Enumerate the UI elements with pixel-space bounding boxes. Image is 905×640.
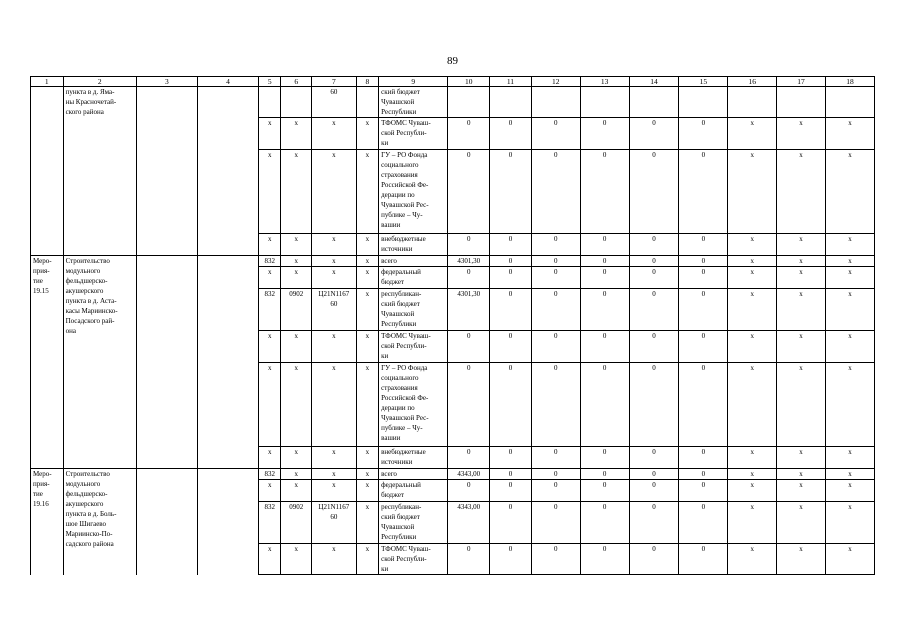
empty-cell <box>197 469 258 575</box>
value-cell: 0 <box>580 256 629 267</box>
value-cell: 0 <box>679 469 728 480</box>
code-cell: х <box>311 234 356 256</box>
empty-cell <box>136 87 197 256</box>
value-cell: 0 <box>448 234 490 256</box>
value-cell <box>777 87 826 118</box>
value-cell: 0 <box>531 544 580 575</box>
value-cell: х <box>777 502 826 544</box>
code-cell: х <box>356 480 378 502</box>
value-cell: 0 <box>629 234 679 256</box>
value-cell: 0 <box>531 480 580 502</box>
value-cell: 0 <box>448 447 490 469</box>
header-cell: 2 <box>63 77 136 87</box>
value-cell: х <box>728 234 777 256</box>
header-cell: 14 <box>629 77 679 87</box>
value-cell: 0 <box>679 331 728 363</box>
code-cell: 60 <box>311 87 356 118</box>
code-cell <box>356 87 378 118</box>
value-cell: 0 <box>490 502 532 544</box>
code-cell: 0902 <box>281 502 312 544</box>
header-cell: 5 <box>259 77 281 87</box>
code-cell: х <box>259 267 281 289</box>
value-cell: 0 <box>580 267 629 289</box>
code-cell: х <box>356 289 378 331</box>
source-cell: ГУ – РО Фонда социального страхования Российской Фе- дерации по Чувашской Рес- публике – Чу- вашии <box>379 150 448 234</box>
value-cell: х <box>728 256 777 267</box>
value-cell: 0 <box>580 544 629 575</box>
page-number: 89 <box>447 55 458 67</box>
value-cell: х <box>777 363 826 447</box>
code-cell: х <box>281 118 312 150</box>
code-cell: х <box>311 469 356 480</box>
value-cell: 0 <box>679 234 728 256</box>
value-cell: 0 <box>679 289 728 331</box>
value-cell: 0 <box>629 363 679 447</box>
code-cell: х <box>311 267 356 289</box>
value-cell: 0 <box>490 480 532 502</box>
header-cell: 8 <box>356 77 378 87</box>
header-cell: 10 <box>448 77 490 87</box>
code-cell: х <box>356 256 378 267</box>
event-cell <box>31 87 64 256</box>
value-cell: 0 <box>448 480 490 502</box>
code-cell: х <box>356 118 378 150</box>
value-cell: х <box>825 234 874 256</box>
value-cell: х <box>825 502 874 544</box>
table-row <box>31 256 875 267</box>
table-row <box>31 469 875 480</box>
value-cell: 0 <box>580 118 629 150</box>
source-cell: ТФОМС Чуваш- ской Республи- ки <box>379 118 448 150</box>
value-cell <box>728 87 777 118</box>
source-cell: республикан- ский бюджет Чувашской Республики <box>379 502 448 544</box>
code-cell: х <box>311 331 356 363</box>
name-cell: пункта в д. Яма- ны Красночетай- ского района <box>63 87 136 256</box>
value-cell: 0 <box>490 363 532 447</box>
code-cell: х <box>259 118 281 150</box>
code-cell: х <box>281 234 312 256</box>
value-cell: 0 <box>490 331 532 363</box>
value-cell: 0 <box>490 469 532 480</box>
value-cell: 0 <box>531 289 580 331</box>
value-cell: 0 <box>629 469 679 480</box>
value-cell: 0 <box>448 544 490 575</box>
source-cell: федеральный бюджет <box>379 267 448 289</box>
code-cell: х <box>311 544 356 575</box>
code-cell: 832 <box>259 502 281 544</box>
value-cell: 4343,00 <box>448 469 490 480</box>
code-cell: 832 <box>259 256 281 267</box>
value-cell: 0 <box>679 118 728 150</box>
code-cell: х <box>356 544 378 575</box>
header-cell: 12 <box>531 77 580 87</box>
value-cell: х <box>728 544 777 575</box>
code-cell: 832 <box>259 469 281 480</box>
table-row <box>31 87 875 118</box>
value-cell: 0 <box>490 289 532 331</box>
source-cell: всего <box>379 469 448 480</box>
source-cell: ТФОМС Чуваш- ской Республи- ки <box>379 544 448 575</box>
value-cell: 0 <box>629 480 679 502</box>
value-cell: 0 <box>531 118 580 150</box>
code-cell: х <box>259 331 281 363</box>
value-cell: 0 <box>531 267 580 289</box>
code-cell: х <box>281 267 312 289</box>
header-cell: 13 <box>580 77 629 87</box>
source-cell: всего <box>379 256 448 267</box>
code-cell: х <box>356 234 378 256</box>
code-cell: х <box>281 469 312 480</box>
value-cell: х <box>728 447 777 469</box>
value-cell: 0 <box>531 469 580 480</box>
code-cell: х <box>259 447 281 469</box>
value-cell: 0 <box>629 447 679 469</box>
value-cell: 4301,30 <box>448 256 490 267</box>
header-cell: 11 <box>490 77 532 87</box>
value-cell <box>679 87 728 118</box>
value-cell: х <box>825 469 874 480</box>
code-cell: х <box>311 363 356 447</box>
code-cell: х <box>356 267 378 289</box>
empty-cell <box>197 87 258 256</box>
value-cell: 0 <box>679 267 728 289</box>
value-cell: 0 <box>629 544 679 575</box>
value-cell: х <box>777 544 826 575</box>
code-cell: х <box>311 480 356 502</box>
event-cell: Меро- прия- тие 19.15 <box>31 256 64 469</box>
code-cell: х <box>281 447 312 469</box>
value-cell: 0 <box>531 502 580 544</box>
value-cell: 0 <box>629 267 679 289</box>
value-cell: х <box>825 447 874 469</box>
value-cell: 0 <box>531 150 580 234</box>
header-cell: 15 <box>679 77 728 87</box>
code-cell: х <box>311 118 356 150</box>
header-cell: 16 <box>728 77 777 87</box>
code-cell <box>281 87 312 118</box>
code-cell <box>259 87 281 118</box>
value-cell: х <box>728 480 777 502</box>
name-cell: Строительство модульного фельдшерско- акушерского пункта в д. Аста- касы Мариинско- Посадского рай- она <box>63 256 136 469</box>
code-cell: х <box>311 447 356 469</box>
value-cell: х <box>777 256 826 267</box>
code-cell: х <box>259 234 281 256</box>
value-cell: 0 <box>531 331 580 363</box>
code-cell: х <box>281 544 312 575</box>
value-cell: х <box>825 150 874 234</box>
value-cell: х <box>728 502 777 544</box>
value-cell: х <box>825 256 874 267</box>
header-cell: 9 <box>379 77 448 87</box>
value-cell: 4301,30 <box>448 289 490 331</box>
code-cell: х <box>281 256 312 267</box>
value-cell: 0 <box>580 502 629 544</box>
value-cell: 0 <box>580 331 629 363</box>
value-cell: х <box>728 150 777 234</box>
value-cell: 0 <box>580 363 629 447</box>
code-cell: х <box>259 363 281 447</box>
code-cell: х <box>281 331 312 363</box>
value-cell: х <box>825 331 874 363</box>
value-cell: 0 <box>490 267 532 289</box>
value-cell: 0 <box>448 150 490 234</box>
code-cell: х <box>281 363 312 447</box>
source-cell: ский бюджет Чувашской Республики <box>379 87 448 118</box>
value-cell: 0 <box>448 118 490 150</box>
value-cell: х <box>777 331 826 363</box>
value-cell: х <box>825 544 874 575</box>
value-cell: х <box>777 150 826 234</box>
value-cell: 0 <box>531 234 580 256</box>
value-cell: 0 <box>490 256 532 267</box>
value-cell: 0 <box>629 331 679 363</box>
value-cell: 0 <box>580 150 629 234</box>
code-cell: х <box>356 363 378 447</box>
value-cell: 0 <box>531 256 580 267</box>
value-cell: 0 <box>679 447 728 469</box>
value-cell <box>629 87 679 118</box>
header-cell: 18 <box>825 77 874 87</box>
value-cell: 0 <box>580 289 629 331</box>
value-cell: 0 <box>490 150 532 234</box>
value-cell: х <box>777 447 826 469</box>
header-cell: 17 <box>777 77 826 87</box>
value-cell: 0 <box>679 544 728 575</box>
value-cell: 0 <box>580 469 629 480</box>
value-cell: х <box>728 289 777 331</box>
value-cell: 0 <box>448 331 490 363</box>
value-cell: 0 <box>490 118 532 150</box>
value-cell: 0 <box>679 502 728 544</box>
value-cell <box>825 87 874 118</box>
value-cell: х <box>728 363 777 447</box>
value-cell: х <box>777 469 826 480</box>
value-cell <box>490 87 532 118</box>
value-cell: х <box>777 480 826 502</box>
source-cell: федеральный бюджет <box>379 480 448 502</box>
header-cell: 7 <box>311 77 356 87</box>
value-cell: х <box>728 267 777 289</box>
value-cell: 0 <box>448 267 490 289</box>
header-cell: 4 <box>197 77 258 87</box>
event-cell: Меро- прия- тие 19.16 <box>31 469 64 575</box>
code-cell: х <box>356 447 378 469</box>
source-cell: республикан- ский бюджет Чувашской Республики <box>379 289 448 331</box>
value-cell: 0 <box>580 447 629 469</box>
code-cell: 0902 <box>281 289 312 331</box>
source-cell: ГУ – РО Фонда социального страхования Российской Фе- дерации по Чувашской Рес- публике – Чу- вашии <box>379 363 448 447</box>
code-cell: х <box>259 480 281 502</box>
value-cell: 0 <box>531 363 580 447</box>
code-cell: х <box>356 469 378 480</box>
value-cell: 0 <box>629 502 679 544</box>
source-cell: внебюджетные источники <box>379 447 448 469</box>
value-cell: 0 <box>580 480 629 502</box>
code-cell: Ц21N1167 60 <box>311 502 356 544</box>
code-cell: 832 <box>259 289 281 331</box>
header-cell: 3 <box>136 77 197 87</box>
empty-cell <box>136 256 197 469</box>
code-cell: х <box>259 150 281 234</box>
source-cell: ТФОМС Чуваш- ской Республи- ки <box>379 331 448 363</box>
value-cell: 4343,00 <box>448 502 490 544</box>
value-cell: 0 <box>629 150 679 234</box>
code-cell: х <box>281 150 312 234</box>
value-cell: х <box>777 267 826 289</box>
source-cell: внебюджетные источники <box>379 234 448 256</box>
code-cell: х <box>259 544 281 575</box>
value-cell: х <box>825 289 874 331</box>
value-cell: 0 <box>679 363 728 447</box>
value-cell <box>531 87 580 118</box>
value-cell: 0 <box>629 118 679 150</box>
empty-cell <box>197 256 258 469</box>
value-cell: х <box>777 289 826 331</box>
value-cell: х <box>777 234 826 256</box>
value-cell: 0 <box>679 480 728 502</box>
value-cell: х <box>825 118 874 150</box>
value-cell: 0 <box>531 447 580 469</box>
empty-cell <box>136 469 197 575</box>
value-cell: 0 <box>490 234 532 256</box>
program-table <box>30 76 875 575</box>
code-cell: х <box>311 256 356 267</box>
header-cell: 1 <box>31 77 64 87</box>
value-cell: х <box>728 469 777 480</box>
code-cell: х <box>281 480 312 502</box>
value-cell: 0 <box>629 256 679 267</box>
value-cell: х <box>825 480 874 502</box>
header-cell: 6 <box>281 77 312 87</box>
value-cell: 0 <box>629 289 679 331</box>
value-cell: х <box>825 267 874 289</box>
value-cell <box>448 87 490 118</box>
code-cell: х <box>311 150 356 234</box>
value-cell: х <box>728 331 777 363</box>
code-cell: х <box>356 150 378 234</box>
code-cell: х <box>356 502 378 544</box>
value-cell: х <box>728 118 777 150</box>
value-cell: х <box>777 118 826 150</box>
value-cell <box>580 87 629 118</box>
value-cell: 0 <box>490 544 532 575</box>
value-cell: 0 <box>679 256 728 267</box>
header-row <box>31 77 875 87</box>
value-cell: 0 <box>490 447 532 469</box>
code-cell: Ц21N1167 60 <box>311 289 356 331</box>
name-cell: Строительство модульного фельдшерско- акушерского пункта в д. Боль- шое Шигаево Мариинско-По- садского района <box>63 469 136 575</box>
value-cell: 0 <box>580 234 629 256</box>
value-cell: 0 <box>448 363 490 447</box>
value-cell: х <box>825 363 874 447</box>
code-cell: х <box>356 331 378 363</box>
value-cell: 0 <box>679 150 728 234</box>
